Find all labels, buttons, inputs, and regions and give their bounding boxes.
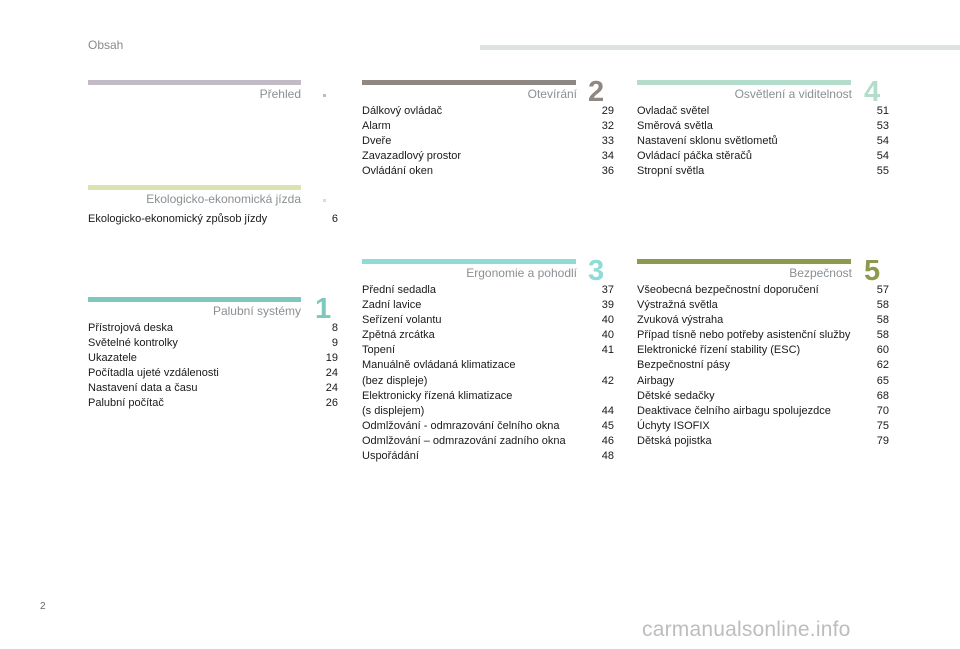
toc-entry-page: 46 <box>601 434 614 447</box>
page-number: 2 <box>40 601 46 612</box>
toc-entry-label: Zavazadlový prostor <box>362 150 462 163</box>
toc-entry-label: Deaktivace čelního airbagu spolujezdce <box>637 404 831 417</box>
section-title: Přehled <box>259 87 301 101</box>
toc-entry[interactable] <box>88 321 338 336</box>
toc-entry-label: Odmlžování – odmrazování zadního okna <box>362 434 566 447</box>
toc-entry-page: 62 <box>876 359 889 372</box>
toc-entry-label: Airbagy <box>637 374 675 387</box>
toc-entry[interactable] <box>362 119 614 134</box>
toc-entry-label: Alarm <box>362 120 391 133</box>
toc-entry-page: 42 <box>601 374 614 387</box>
toc-entry-page: 53 <box>876 120 889 133</box>
toc-entry[interactable] <box>637 419 889 434</box>
toc-entry-label: Všeobecná bezpečnostní doporučení <box>637 284 819 296</box>
section-title: Ergonomie a pohodlí <box>466 266 577 280</box>
toc-entry[interactable] <box>637 149 889 164</box>
toc-entry[interactable] <box>637 119 889 134</box>
toc-entry-label: Stropní světla <box>637 165 705 178</box>
toc-entry-label: Ovládací páčka stěračů <box>637 150 752 163</box>
section-items <box>88 212 338 227</box>
toc-entry-label: Zpětná zrcátka <box>362 329 435 342</box>
toc-entry-label: Dveře <box>362 135 392 148</box>
section-color-bar <box>637 259 851 264</box>
toc-entry-page: 41 <box>601 344 614 357</box>
toc-entry-page: 48 <box>601 450 614 463</box>
section-number: 2 <box>588 76 605 108</box>
toc-entry[interactable] <box>362 298 614 313</box>
toc-entry-page: 37 <box>601 284 614 296</box>
section-title: Palubní systémy <box>212 304 301 318</box>
toc-entry[interactable] <box>637 358 889 373</box>
toc-entry-page: 8 <box>331 322 338 334</box>
toc-entry[interactable] <box>362 134 614 149</box>
toc-entry-page: 29 <box>601 105 614 117</box>
toc-entry-label: Případ tísně nebo potřeby asistenční služby <box>637 329 851 342</box>
toc-entry[interactable] <box>362 164 614 179</box>
section-marker-dot <box>323 199 326 202</box>
toc-entry[interactable] <box>637 434 889 449</box>
toc-entry-label: Ukazatele <box>88 352 137 365</box>
toc-entry-label: Nastavení data a času <box>88 382 198 395</box>
toc-entry-label: Bezpečnostní pásy <box>637 359 730 372</box>
toc-entry[interactable] <box>88 351 338 366</box>
section-title: Ekologicko-ekonomická jízda <box>146 192 301 206</box>
toc-entry-page: 40 <box>601 314 614 327</box>
toc-entry-label: Palubní počítač <box>88 397 164 410</box>
toc-entry-page: 34 <box>601 150 614 163</box>
toc-entry-page: 9 <box>331 337 338 350</box>
toc-entry-page: 36 <box>601 165 614 178</box>
toc-entry[interactable] <box>637 104 889 119</box>
toc-entry[interactable] <box>637 134 889 149</box>
toc-entry[interactable] <box>88 212 338 227</box>
toc-entry-page: 55 <box>876 165 889 178</box>
toc-entry[interactable] <box>362 358 614 388</box>
toc-entry-page: 19 <box>325 352 338 365</box>
section-color-bar <box>637 80 851 85</box>
toc-entry-page: 79 <box>876 434 889 447</box>
section-items <box>362 283 614 464</box>
toc-entry-page: 24 <box>325 367 338 380</box>
toc-entry[interactable] <box>637 404 889 419</box>
watermark-text: carmanualsonline.info <box>642 618 851 641</box>
toc-entry-page: 51 <box>876 105 889 117</box>
toc-entry-label: Uspořádání <box>362 450 419 463</box>
section-color-bar <box>362 80 576 85</box>
toc-entry[interactable] <box>88 366 338 381</box>
section-color-bar <box>88 80 301 85</box>
toc-entry-page: 58 <box>876 299 889 312</box>
section-number: 3 <box>588 255 605 287</box>
section-number: 1 <box>315 293 332 325</box>
toc-entry[interactable] <box>362 343 614 358</box>
toc-entry-page: 54 <box>876 135 889 148</box>
toc-entry-label: Dětské sedačky <box>637 389 715 402</box>
toc-entry-page: 58 <box>876 329 889 342</box>
header-divider <box>480 45 960 50</box>
toc-entry-label: Směrová světla <box>637 120 713 133</box>
toc-entry[interactable] <box>637 164 889 179</box>
toc-entry-page: 40 <box>601 329 614 342</box>
section-color-bar <box>88 297 301 302</box>
toc-entry-label: Nastavení sklonu světlometů <box>637 135 778 148</box>
toc-entry-label: Ekologicko-ekonomický způsob jízdy <box>88 213 268 225</box>
section-number: 5 <box>864 255 881 287</box>
toc-entry-label: Úchyty ISOFIX <box>637 419 710 432</box>
toc-entry[interactable] <box>637 389 889 404</box>
toc-entry[interactable] <box>362 313 614 328</box>
toc-entry[interactable] <box>88 381 338 396</box>
toc-entry-page: 75 <box>876 419 889 432</box>
section-color-bar <box>88 185 301 190</box>
toc-entry-page: 54 <box>876 150 889 163</box>
section-marker-dot <box>323 94 326 97</box>
section-items <box>637 104 889 179</box>
toc-entry-page: 60 <box>876 344 889 357</box>
toc-entry-label: Světelné kontrolky <box>88 337 178 350</box>
toc-entry[interactable] <box>362 434 614 449</box>
toc-entry[interactable] <box>362 449 614 464</box>
toc-entry-label: Elektronické řízení stability (ESC) <box>637 344 801 357</box>
toc-entry[interactable] <box>362 283 614 298</box>
toc-entry[interactable] <box>362 419 614 434</box>
toc-entry-label: Dětská pojistka <box>637 434 712 447</box>
toc-entry[interactable] <box>637 374 889 389</box>
toc-entry[interactable] <box>637 298 889 313</box>
toc-entry[interactable] <box>362 389 614 419</box>
toc-entry[interactable] <box>637 328 889 343</box>
toc-entry-page: 26 <box>325 397 338 410</box>
toc-entry-label: Výstražná světla <box>637 299 718 312</box>
toc-entry-page: 39 <box>601 299 614 312</box>
toc-entry-page: 6 <box>331 213 338 225</box>
toc-entry-label: Dálkový ovládač <box>362 105 443 117</box>
toc-entry-page: 24 <box>325 382 338 395</box>
toc-entry[interactable] <box>88 336 338 351</box>
toc-entry[interactable] <box>88 396 338 411</box>
section-title: Otevírání <box>527 87 577 101</box>
toc-entry[interactable] <box>362 149 614 164</box>
toc-entry-label: Topení <box>362 344 396 357</box>
toc-entry[interactable] <box>637 343 889 358</box>
toc-entry-label: Přístrojová deska <box>88 322 173 334</box>
toc-entry-label: Počítadla ujeté vzdálenosti <box>88 367 219 380</box>
section-items <box>637 283 889 449</box>
section-title: Osvětlení a viditelnost <box>734 87 852 101</box>
toc-entry-label: Manuálně ovládaná klimatizace (bez displeje) <box>362 359 516 387</box>
section-number: 4 <box>864 76 881 108</box>
section-items <box>88 321 338 412</box>
toc-entry-label: Zvuková výstraha <box>637 314 724 327</box>
toc-entry[interactable] <box>362 104 614 119</box>
toc-entry-page: 70 <box>876 404 889 417</box>
toc-entry-page: 44 <box>601 404 614 417</box>
toc-entry-label: Elektronicky řízená klimatizace (s displejem) <box>362 389 513 417</box>
page-header-title: Obsah <box>88 38 124 52</box>
toc-entry-page: 58 <box>876 314 889 327</box>
toc-entry[interactable] <box>362 328 614 343</box>
toc-entry-page: 57 <box>876 284 889 296</box>
section-color-bar <box>362 259 576 264</box>
toc-entry[interactable] <box>637 283 889 298</box>
toc-entry-label: Seřízení volantu <box>362 314 442 327</box>
section-items <box>362 104 614 179</box>
toc-entry-label: Ovládání oken <box>362 165 433 178</box>
toc-entry-label: Odmlžování - odmrazování čelního okna <box>362 419 560 432</box>
section-title: Bezpečnost <box>789 266 852 280</box>
toc-entry-label: Přední sedadla <box>362 284 436 296</box>
toc-entry-label: Zadní lavice <box>362 299 422 312</box>
toc-entry[interactable] <box>637 313 889 328</box>
toc-entry-page: 32 <box>601 120 614 133</box>
toc-entry-page: 33 <box>601 135 614 148</box>
toc-entry-page: 65 <box>876 374 889 387</box>
toc-entry-page: 45 <box>601 419 614 432</box>
toc-entry-label: Ovladač světel <box>637 105 710 117</box>
toc-entry-page: 68 <box>876 389 889 402</box>
